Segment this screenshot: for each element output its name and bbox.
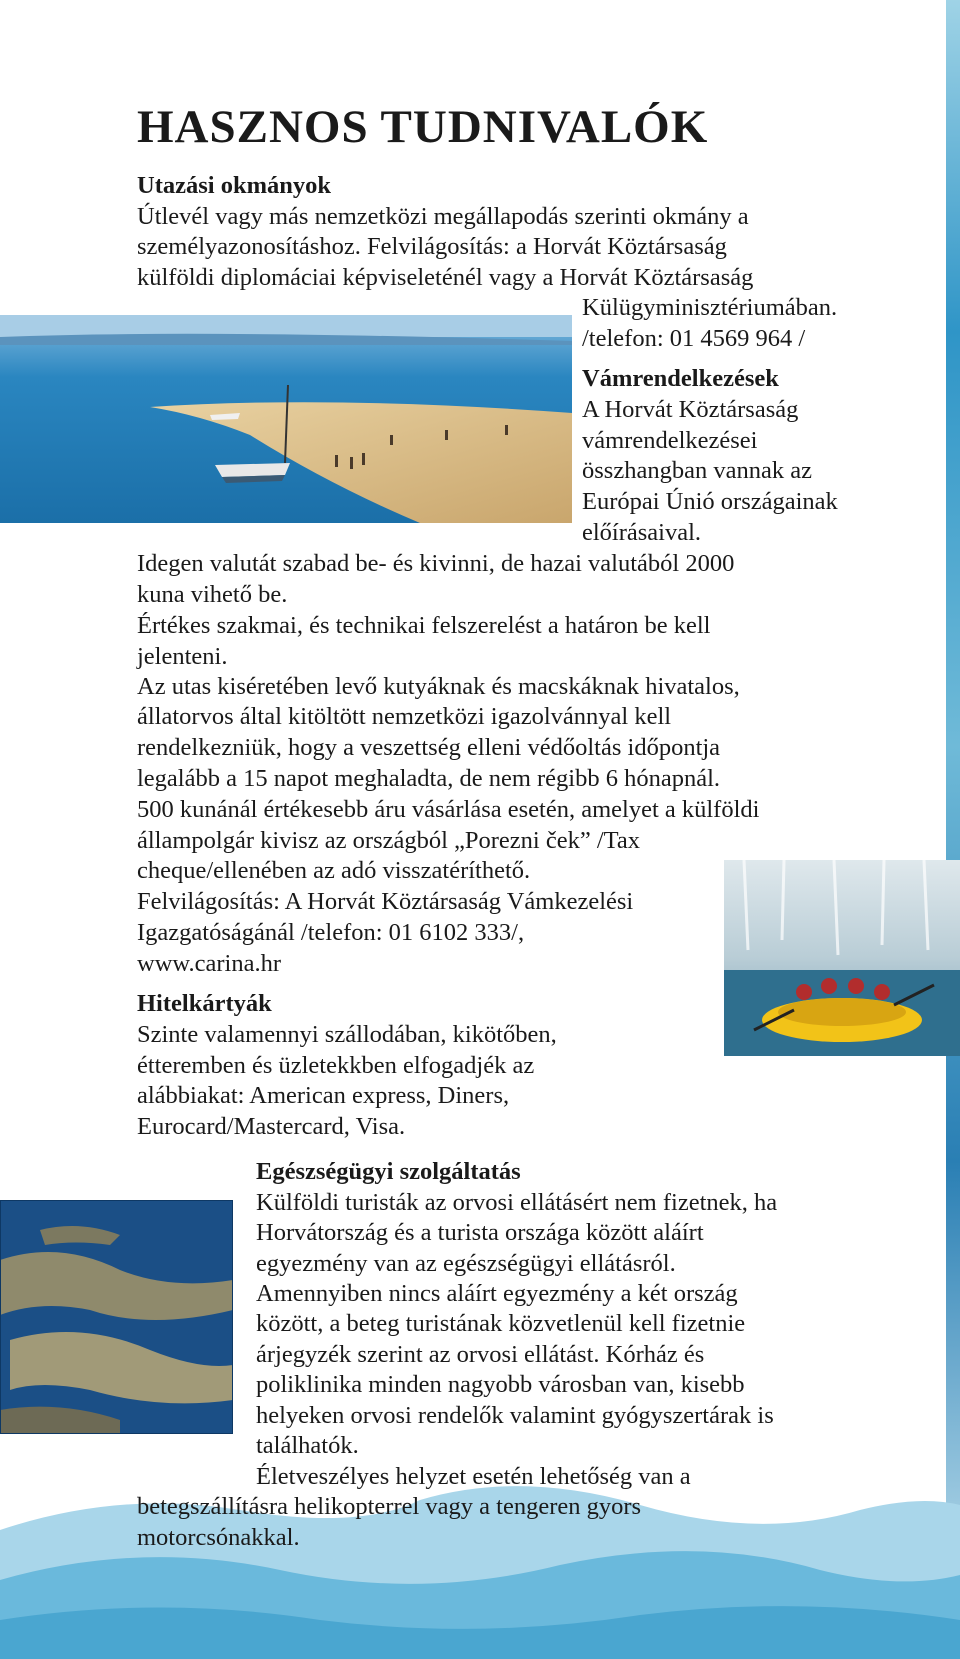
edge-decoration (946, 0, 960, 1659)
health-line: Külföldi turisták az orvosi ellátásért nem fizetnek, ha (256, 1189, 778, 1216)
documents-line: külföldi diplomáciai képviseleténél vagy a Horvát Köztársaság (137, 264, 754, 291)
health-line: találhatók. (256, 1432, 359, 1459)
customs-line: állampolgár kivisz az országból „Porezni ček” /Tax (137, 827, 641, 854)
customs-line: Idegen valutát szabad be- és kivinni, de hazai valutából 2000 (137, 550, 735, 577)
cards-line: étteremben és üzletekkben elfogadjék az (137, 1052, 535, 1079)
health-line: árjegyzék szerint az orvosi ellátást. Kórház és (256, 1341, 705, 1368)
customs-line: jelenteni. (137, 643, 228, 670)
customs-line: rendelkezniük, hogy a veszettség elleni védőoltás időpontja (137, 734, 721, 761)
customs-website-link[interactable]: www.carina.hr (137, 950, 281, 977)
health-line: között, a beteg turistának közvetlenül kell fizetnie (256, 1310, 746, 1337)
customs-line: Az utas kiséretében levő kutyáknak és macskáknak hivatalos, (137, 673, 740, 700)
customs-line: vámrendelkezései (582, 427, 758, 454)
customs-line: Felvilágosítás: A Horvát Köztársaság Vámkezelési (137, 888, 634, 915)
customs-line: Európai Únió országainak (582, 488, 838, 515)
health-line: helyeken orvosi rendelők valamint gyógyszertárak is (256, 1402, 774, 1429)
customs-line: kuna vihető be. (137, 581, 288, 608)
health-line: Horvátország és a turista országa között aláírt (256, 1219, 704, 1246)
documents-line: Külügyminisztériumában. (582, 294, 838, 321)
customs-line: Értékes szakmai, és technikai felszerelést a határon be kell (137, 612, 711, 639)
customs-line: összhangban vannak az (582, 457, 812, 484)
page-title: HASZNOS TUDNIVALÓK (137, 101, 709, 153)
documents-heading: Utazási okmányok (137, 172, 331, 199)
islands-photo (0, 1200, 233, 1434)
documents-line: személyazonosításhoz. Felvilágosítás: a Horvát Köztársaság (137, 233, 727, 260)
health-line: Amennyiben nincs aláírt egyezmény a két ország (256, 1280, 738, 1307)
customs-line: állatorvos által kitöltött nemzetközi igazolvánnyal kell (137, 703, 672, 730)
beach-photo (0, 315, 572, 523)
documents-phone: /telefon: 01 4569 964 / (582, 325, 806, 352)
customs-line: 500 kunánál értékesebb áru vásárlása esetén, amelyet a külföldi (137, 796, 760, 823)
customs-line: előírásaival. (582, 519, 702, 546)
customs-line: A Horvát Köztársaság (582, 396, 799, 423)
health-heading: Egészségügyi szolgáltatás (256, 1158, 521, 1185)
health-line: motorcsónakkal. (137, 1524, 300, 1551)
customs-line: legalább a 15 napot meghaladta, de nem régibb 6 hónapnál. (137, 765, 721, 792)
rafting-photo (724, 860, 960, 1056)
documents-line: Útlevél vagy más nemzetközi megállapodás szerinti okmány a (137, 203, 749, 230)
health-line: egyezmény van az egészségügyi ellátásról. (256, 1250, 676, 1277)
customs-line: cheque/ellenében az adó visszatéríthető. (137, 857, 531, 884)
cards-heading: Hitelkártyák (137, 990, 272, 1017)
customs-line: Igazgatóságánál /telefon: 01 6102 333/, (137, 919, 525, 946)
cards-line: Szinte valamennyi szállodában, kikötőben, (137, 1021, 557, 1048)
cards-line: alábbiakat: American express, Diners, (137, 1082, 510, 1109)
health-line: Életveszélyes helyzet esetén lehetőség van a (256, 1463, 691, 1490)
health-line: betegszállításra helikopterrel vagy a tengeren gyors (137, 1493, 642, 1520)
health-line: poliklinika minden nagyobb városban van, kisebb (256, 1371, 745, 1398)
customs-heading: Vámrendelkezések (582, 365, 779, 392)
cards-line: Eurocard/Mastercard, Visa. (137, 1113, 406, 1140)
